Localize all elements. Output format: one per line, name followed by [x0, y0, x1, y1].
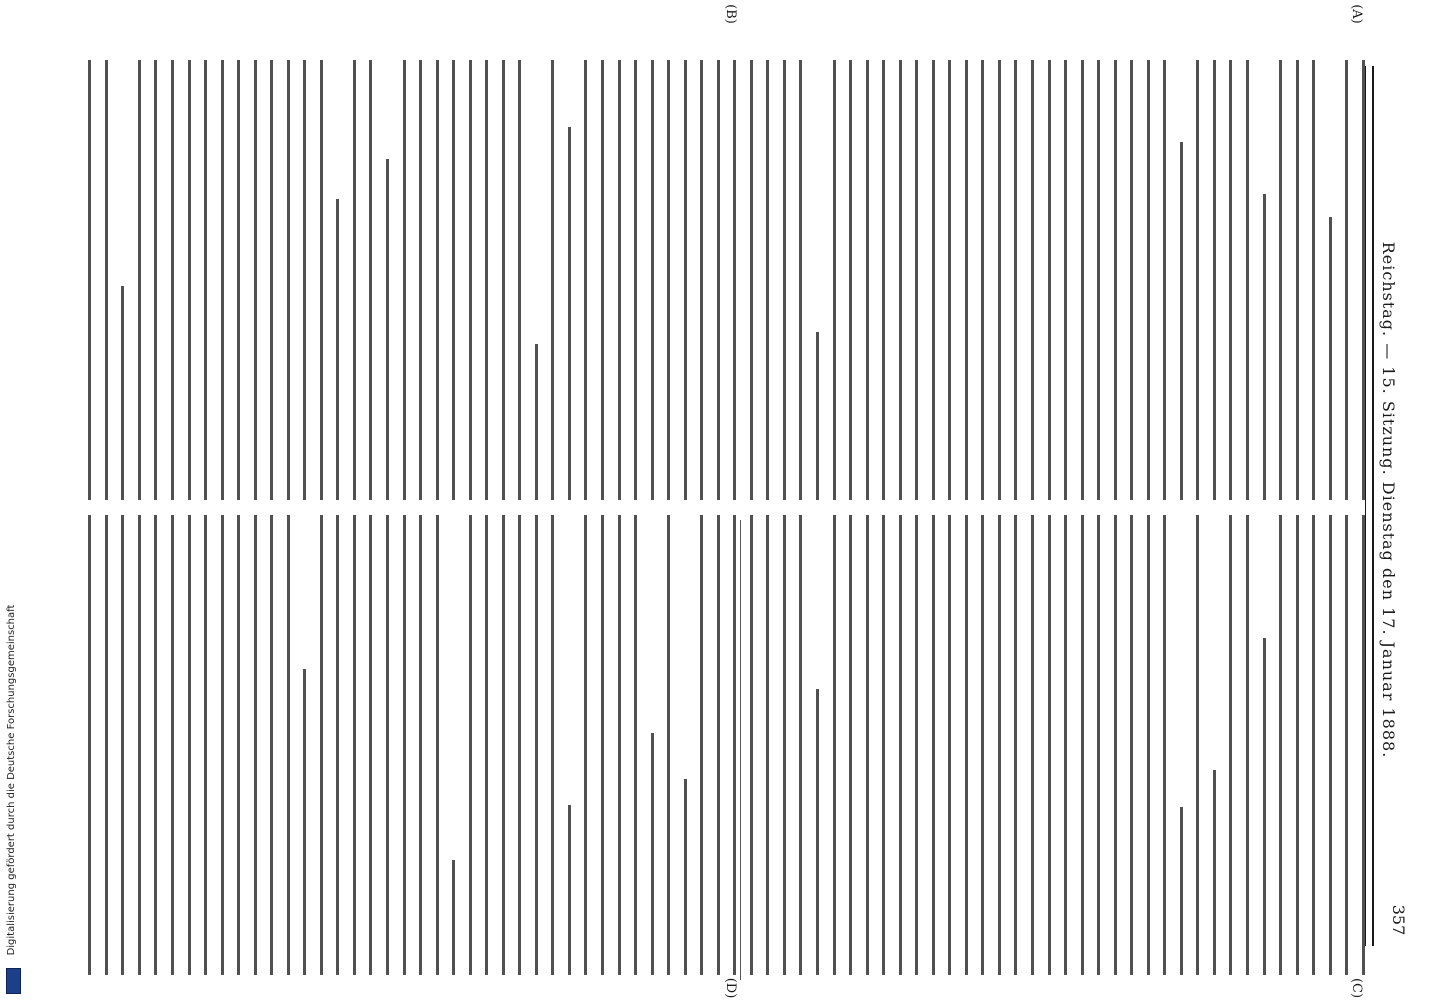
text-line — [386, 159, 389, 500]
text-line — [899, 515, 902, 975]
text-line — [1279, 515, 1282, 975]
text-line — [601, 515, 604, 975]
text-line — [221, 515, 224, 975]
text-line — [105, 515, 108, 975]
text-line — [469, 60, 472, 500]
text-line — [1031, 60, 1034, 500]
text-line — [436, 515, 439, 975]
text-line — [965, 515, 968, 975]
text-line — [1196, 515, 1199, 975]
text-line — [684, 779, 687, 975]
text-line — [981, 515, 984, 975]
text-line — [667, 515, 670, 975]
text-line — [899, 60, 902, 500]
text-line — [369, 515, 372, 975]
text-line — [1064, 60, 1067, 500]
text-line — [121, 515, 124, 975]
text-line — [221, 60, 224, 500]
text-line — [171, 60, 174, 500]
text-line — [88, 60, 91, 500]
text-line — [551, 515, 554, 975]
text-line — [634, 515, 637, 975]
text-column-right — [80, 515, 1370, 975]
text-line — [932, 515, 935, 975]
dfg-logo — [6, 968, 21, 994]
text-line — [485, 60, 488, 500]
text-line — [270, 515, 273, 975]
text-line — [419, 515, 422, 975]
text-line — [1329, 515, 1332, 975]
text-line — [1312, 60, 1315, 500]
text-line — [750, 515, 753, 975]
text-line — [799, 60, 802, 500]
text-line — [1263, 638, 1266, 975]
text-line — [1246, 515, 1249, 975]
text-line — [188, 515, 191, 975]
text-line — [1147, 515, 1150, 975]
margin-letter-c: (C) — [1349, 977, 1364, 999]
text-line — [1263, 194, 1266, 500]
text-line — [336, 515, 339, 975]
text-line — [1180, 142, 1183, 500]
text-line — [750, 60, 753, 500]
page-number: 357 — [1389, 904, 1408, 936]
text-line — [188, 60, 191, 500]
text-line — [287, 60, 290, 500]
text-line — [1097, 515, 1100, 975]
text-line — [469, 515, 472, 975]
text-line — [783, 60, 786, 500]
text-line — [138, 515, 141, 975]
text-line — [303, 60, 306, 500]
text-line — [535, 344, 538, 500]
text-line — [386, 515, 389, 975]
text-line — [320, 515, 323, 975]
text-line — [1048, 60, 1051, 500]
text-line — [403, 60, 406, 500]
text-line — [502, 60, 505, 500]
margin-letter-b: (B) — [723, 4, 738, 24]
text-line — [1130, 60, 1133, 500]
digitization-note: Digitalisierung gefördert durch die Deutsche Forschungsgemeinschaft — [6, 604, 17, 956]
text-line — [717, 515, 720, 975]
text-column-left — [80, 60, 1370, 500]
text-line — [518, 515, 521, 975]
text-line — [998, 515, 1001, 975]
text-line — [833, 515, 836, 975]
text-line — [88, 515, 91, 975]
text-line — [866, 515, 869, 975]
text-line — [1163, 515, 1166, 975]
text-line — [138, 60, 141, 500]
text-line — [485, 515, 488, 975]
text-line — [551, 60, 554, 500]
text-line — [1130, 515, 1133, 975]
text-line — [353, 515, 356, 975]
text-line — [237, 515, 240, 975]
text-line — [584, 60, 587, 500]
text-line — [287, 515, 290, 975]
text-line — [353, 60, 356, 500]
text-line — [783, 515, 786, 975]
text-line — [270, 60, 273, 500]
text-line — [1362, 515, 1365, 975]
text-line — [584, 515, 587, 975]
text-line — [634, 60, 637, 500]
text-line — [866, 60, 869, 500]
text-line — [1345, 515, 1348, 975]
text-line — [965, 60, 968, 500]
text-line — [1064, 515, 1067, 975]
text-line — [1345, 60, 1348, 500]
text-line — [816, 332, 819, 500]
text-line — [1362, 60, 1365, 500]
text-line — [105, 60, 108, 500]
text-line — [121, 286, 124, 500]
text-line — [651, 733, 654, 975]
text-line — [651, 60, 654, 500]
text-line — [1296, 515, 1299, 975]
running-head: Reichstag. — 15. Sitzung. Dienstag den 17. Januar 1888. — [1379, 241, 1398, 759]
text-line — [618, 515, 621, 975]
text-line — [568, 127, 571, 500]
text-line — [1097, 60, 1100, 500]
text-line — [1163, 60, 1166, 500]
text-line — [502, 515, 505, 975]
text-line — [1329, 217, 1332, 500]
text-line — [254, 60, 257, 500]
text-line — [833, 60, 836, 500]
text-line — [882, 60, 885, 500]
text-line — [436, 60, 439, 500]
text-line — [816, 689, 819, 975]
text-line — [915, 60, 918, 500]
text-line — [766, 515, 769, 975]
text-line — [254, 515, 257, 975]
text-line — [1031, 515, 1034, 975]
text-line — [171, 515, 174, 975]
text-line — [1081, 60, 1084, 500]
text-line — [568, 805, 571, 975]
text-line — [700, 60, 703, 500]
text-line — [1014, 515, 1017, 975]
text-line — [733, 515, 736, 975]
text-line — [1279, 60, 1282, 500]
text-line — [535, 515, 538, 975]
text-line — [1213, 60, 1216, 500]
text-line — [1296, 60, 1299, 500]
text-line — [1081, 515, 1084, 975]
text-line — [799, 515, 802, 975]
text-line — [618, 60, 621, 500]
text-line — [1229, 515, 1232, 975]
text-line — [518, 60, 521, 500]
text-line — [733, 60, 736, 500]
text-line — [948, 60, 951, 500]
text-line — [154, 515, 157, 975]
text-line — [948, 515, 951, 975]
text-line — [601, 60, 604, 500]
text-line — [237, 60, 240, 500]
text-line — [452, 60, 455, 500]
margin-letter-a: (A) — [1349, 4, 1364, 24]
text-line — [1196, 60, 1199, 500]
text-line — [932, 60, 935, 500]
text-line — [204, 515, 207, 975]
text-line — [452, 860, 455, 975]
text-line — [849, 60, 852, 500]
text-line — [303, 669, 306, 975]
margin-letter-d: (D) — [723, 977, 738, 999]
text-line — [369, 60, 372, 500]
text-line — [1229, 60, 1232, 500]
text-line — [204, 60, 207, 500]
text-line — [1147, 60, 1150, 500]
text-line — [1014, 60, 1017, 500]
text-line — [336, 199, 339, 500]
text-line — [1246, 60, 1249, 500]
text-line — [882, 515, 885, 975]
text-line — [849, 515, 852, 975]
text-line — [766, 60, 769, 500]
text-line — [981, 60, 984, 500]
text-line — [320, 60, 323, 500]
text-line — [1312, 515, 1315, 975]
text-line — [667, 60, 670, 500]
text-line — [1114, 515, 1117, 975]
text-line — [684, 60, 687, 500]
text-line — [1180, 807, 1183, 975]
text-line — [700, 515, 703, 975]
text-line — [1114, 60, 1117, 500]
text-line — [717, 60, 720, 500]
text-line — [403, 515, 406, 975]
text-line — [915, 515, 918, 975]
text-line — [419, 60, 422, 500]
text-line — [1048, 515, 1051, 975]
text-line — [1213, 770, 1216, 975]
text-line — [154, 60, 157, 500]
text-line — [998, 60, 1001, 500]
